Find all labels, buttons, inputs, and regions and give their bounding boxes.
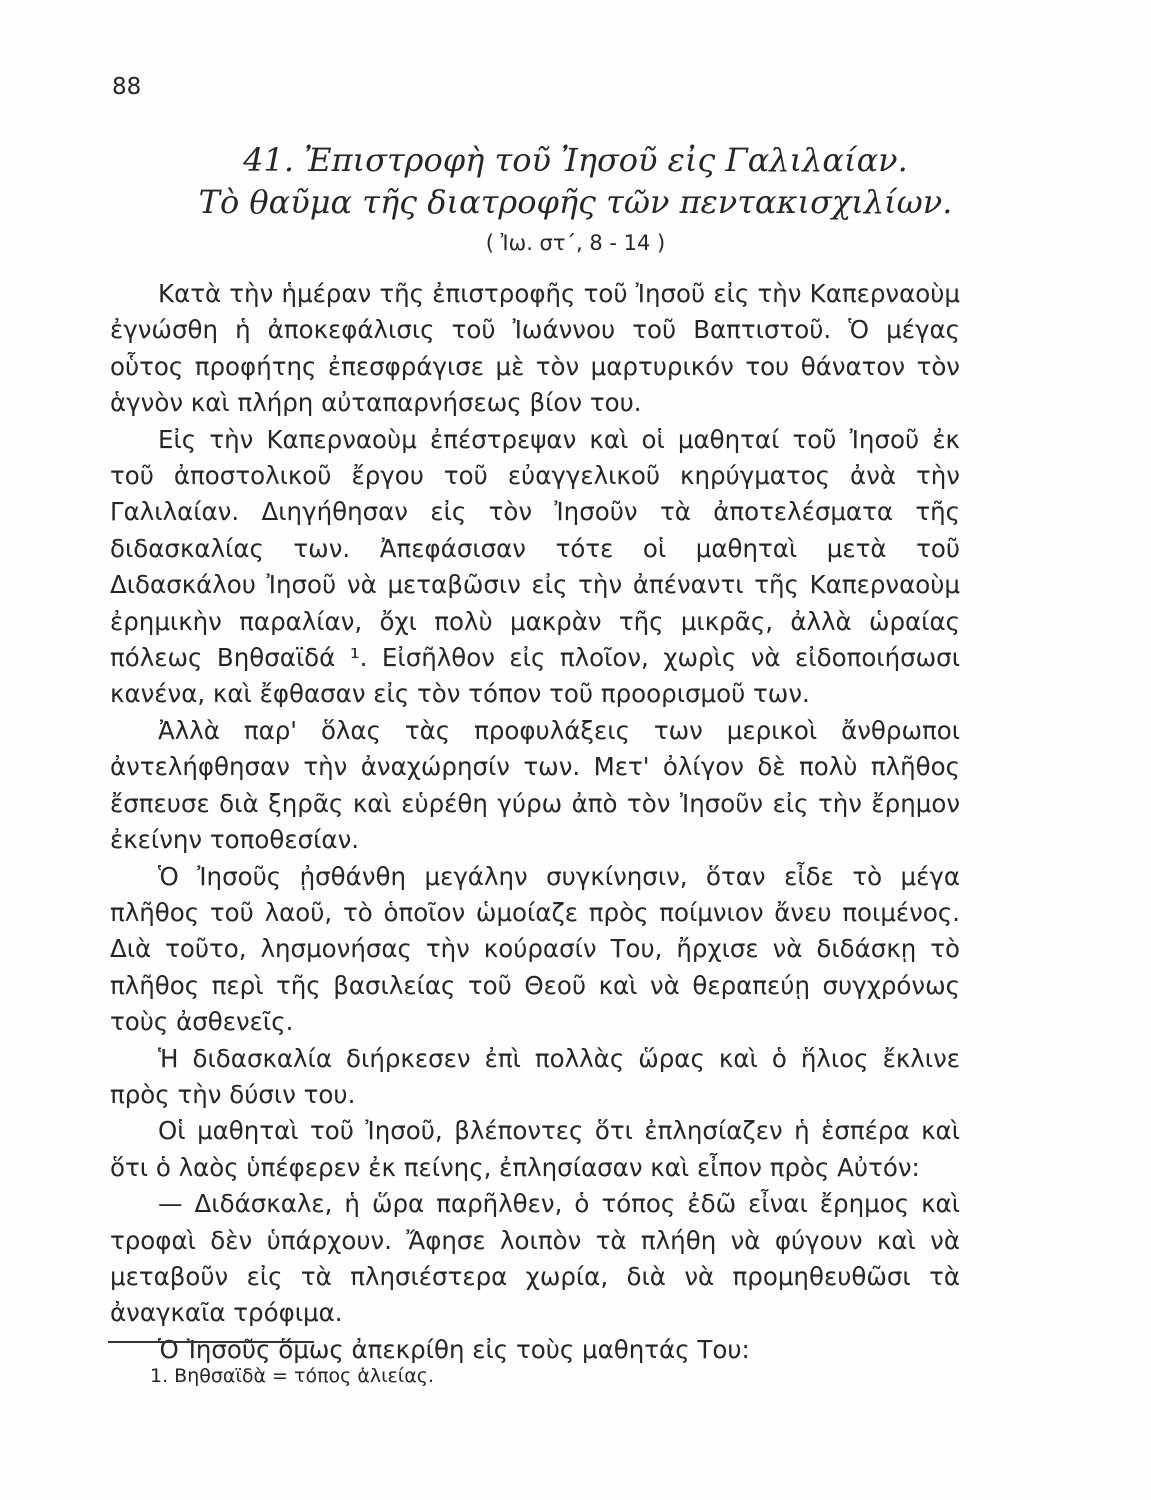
paragraph: Εἰς τὴν Καπερναοὺμ ἐπέστρεψαν καὶ οἱ μαθηταί τοῦ Ἰησοῦ ἐκ τοῦ ἀποστολικοῦ ἔργου τοῦ εὐαγγελικοῦ κηρύγματος ἀνὰ τὴν Γαλιλαίαν. Διηγήθησαν εἰς τὸν Ἰησοῦν τὰ ἀποτελέσματα τῆς διδασκαλίας των. Ἀπεφάσισαν τότε οἱ μαθηταὶ μετὰ τοῦ Διδασκάλου Ἰησοῦ νὰ μεταβῶσιν εἰς τὴν ἀπέναντι τῆς Καπερναοὺμ ἐρημικὴν παραλίαν, ὄχι πολὺ μακρὰν τῆς μικρᾶς, ἀλλὰ ὡραίας πόλεως Βηθσαϊδά ¹. Εἰσῆλθον εἰς πλοῖον, χωρὶς νὰ εἰδοποιήσωσι κανένα, καὶ ἔφθασαν εἰς τὸν τόπον τοῦ προορισμοῦ των. — [110, 424, 960, 709]
paragraph: Ἡ διδασκαλία διήρκεσεν ἐπὶ πολλὰς ὥρας καὶ ὁ ἥλιος ἔκλινε πρὸς τὴν δύσιν του. — [110, 1043, 960, 1109]
chapter-title: 41. Ἐπιστροφὴ τοῦ Ἰησοῦ εἰς Γαλιλαίαν. — [243, 141, 908, 179]
paragraph: Ὁ Ἰησοῦς ὅμως ἀπεκρίθη εἰς τοὺς μαθητάς Του: — [158, 1334, 750, 1364]
chapter-subtitle: Τὸ θαῦμα τῆς διατροφῆς τῶν πεντακισχιλίων. — [198, 183, 953, 221]
body-text — [110, 276, 960, 1368]
paragraph: Κατὰ τὴν ἡμέραν τῆς ἐπιστροφῆς τοῦ Ἰησοῦ εἰς τὴν Καπερναοὺμ ἐγνώσθη ἡ ἀποκεφάλισις τοῦ Ἰωάννου τοῦ Βαπτιστοῦ. Ὁ μέγας οὗτος προφήτης ἐπεσφράγισε μὲ τὸν μαρτυρικόν του θάνατον τὸν ἁγνὸν καὶ πλήρη αὐταπαρνήσεως βίον του. — [110, 279, 960, 418]
footnote: 1. Βηθσαϊδὰ = τόπος ἁλιείας. — [150, 1365, 434, 1387]
paragraph: Οἱ μαθηταὶ τοῦ Ἰησοῦ, βλέποντες ὅτι ἐπλησίαζεν ἡ ἑσπέρα καὶ ὅτι ὁ λαὸς ὑπέφερεν ἐκ πείνης, ἐπλησίασαν καὶ εἶπον πρὸς Αὐτόν: — [110, 1116, 960, 1182]
footnote-divider — [108, 1341, 314, 1343]
paragraph: — Διδάσκαλε, ἡ ὥρα παρῆλθεν, ὁ τόπος ἐδῶ εἶναι ἔρημος καὶ τροφαὶ δὲν ὑπάρχουν. Ἄφησε λοιπὸν τὰ πλήθη νὰ φύγουν καὶ νὰ μεταβοῦν εἰς τὰ πλησιέστερα χωρία, διὰ νὰ προμηθευθῶσι τὰ ἀναγκαῖα τρόφιμα. — [110, 1189, 960, 1328]
page-number: 88 — [112, 74, 142, 100]
scripture-reference: ( Ἰω. στ΄, 8 - 14 ) — [485, 231, 666, 255]
paragraph: Ὁ Ἰησοῦς ᾐσθάνθη μεγάλην συγκίνησιν, ὅταν εἶδε τὸ μέγα πλῆθος τοῦ λαοῦ, τὸ ὁποῖον ὡμοίαζε πρὸς ποίμνιον ἄνευ ποιμένος. Διὰ τοῦτο, λησμονήσας τὴν κούρασίν Του, ἤρχισε νὰ διδάσκῃ τὸ πλῆθος περὶ τῆς βασιλείας τοῦ Θεοῦ καὶ νὰ θεραπεύῃ συγχρόνως τοὺς ἀσθενεῖς. — [110, 861, 960, 1037]
paragraph: Ἀλλὰ παρ' ὅλας τὰς προφυλάξεις των μερικοὶ ἄνθρωποι ἀντελήφθησαν τὴν ἀναχώρησίν των. Μετ' ὀλίγον δὲ πολὺ πλῆθος ἔσπευσε διὰ ξηρᾶς καὶ εὑρέθη γύρω ἀπὸ τὸν Ἰησοῦν εἰς τὴν ἔρημον ἐκείνην τοποθεσίαν. — [110, 715, 960, 855]
